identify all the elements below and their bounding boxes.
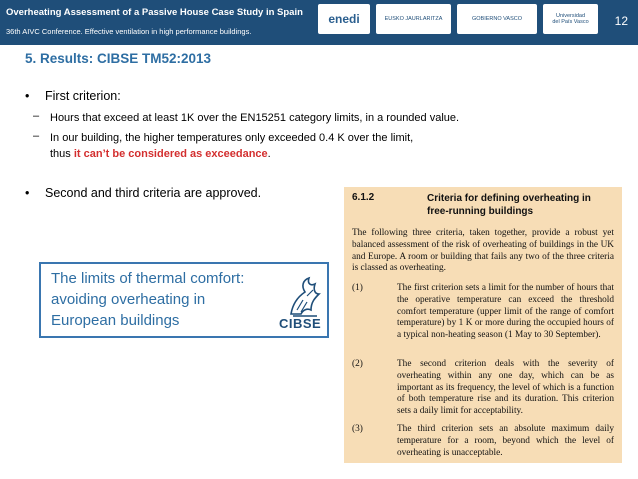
subbullet-marker: – [33, 110, 40, 122]
ehu-logo: EUSKO JAURLARITZA [376, 4, 451, 34]
excerpt-section-title: Criteria for defining overheating in free-running buildings [427, 193, 591, 217]
cibse-publication-banner [39, 262, 329, 338]
enedi-logo: enedi [318, 4, 370, 34]
bullet-marker: • [25, 186, 30, 200]
excerpt-section-number: 6.1.2 [352, 192, 375, 203]
subbullet-text-line2: thus it can’t be considered as exceedance. [50, 148, 271, 160]
partner-logos [318, 4, 598, 34]
publication-title: The limits of thermal comfort: avoiding overheating in European buildings [51, 270, 245, 329]
excerpt-intro: The following three criteria, taken together, provide a robust yet balanced assessment of the risk of overheating of buildings in the UK and Europe. A room or building that fails any two of the three criteria is classed as overheating. [352, 228, 614, 274]
section-title: 5. Results: CIBSE TM52:2013 [25, 51, 212, 66]
bullet-text: First criterion: [45, 89, 121, 103]
subbullet-text: Hours that exceed at least 1K over the EN15251 category limits, in a rounded value. [50, 112, 460, 124]
exceedance-highlight: it can’t be considered as exceedance [73, 148, 268, 160]
subbullet-marker: – [33, 130, 40, 142]
upv-logo: Universidad del País Vasco [543, 4, 598, 34]
bullet-text: Second and third criteria are approved. [45, 186, 262, 200]
subbullet-text-line1: In our building, the higher temperatures only exceeded 0.4 K over the limit, [50, 132, 414, 144]
tm52-excerpt: 6.1.2 Criteria for defining overheating in free-running buildings The following three criteria, taken together, provide a robust yet balanced assessment of the risk of overheating of buildings in the UK and Europe. A room or building that fails any two of the three criteria is classed as overheating. (1) The first criterion sets a limit for the number of hours that the operative temperature can exceed the threshold comfort temperature (upper limit of the range of comfort temperature) by 1 K or more during the occupied hours of a typical non-heating season (1 May to 30 September). (2) The second criterion deals with the severity of overheating within any one day, which can be as important as its frequency, the level of which is a function of both temperature rise and its duration. This criterion sets a daily limit for acceptability. (3) The third criterion sets an absolute maximum daily temperature for a room, beyond which the level of overheating is unacceptable. [344, 187, 622, 463]
slide-header [0, 0, 638, 45]
cibse-logo-text: CIBSE [279, 316, 322, 331]
gobierno-vasco-logo: GOBIERNO VASCO [457, 4, 537, 34]
page-number: 12 [614, 14, 628, 28]
presentation-title: Overheating Assessment of a Passive House Case Study in Spain [6, 7, 303, 18]
bullet-marker: • [25, 89, 30, 103]
conference-subtitle: 36th AIVC Conference. Effective ventilation in high performance buildings. [6, 27, 252, 36]
